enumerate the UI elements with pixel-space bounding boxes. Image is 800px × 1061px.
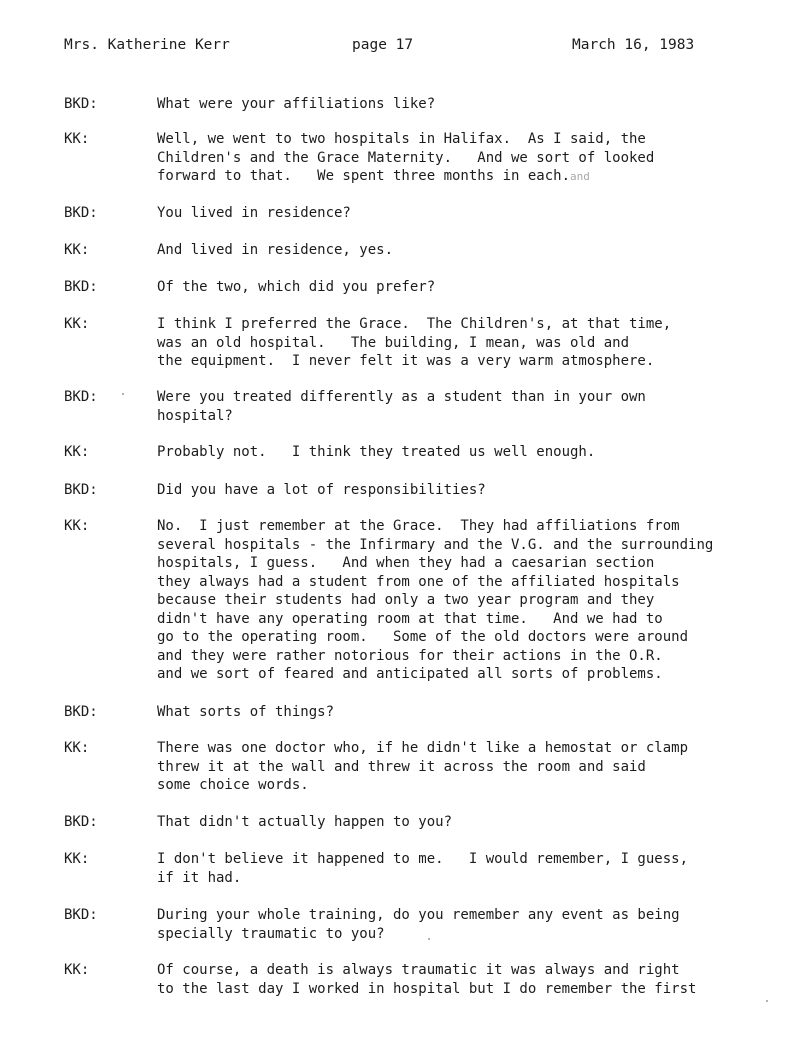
utterance-line: some choice words.: [157, 777, 309, 793]
utterance: [157, 739, 787, 795]
utterance: [157, 204, 787, 223]
utterance: [157, 961, 787, 998]
speaker-label: KK:: [64, 851, 90, 867]
utterance-line: During your whole training, do you remember any event as being: [157, 907, 680, 923]
speaker-label: KK:: [64, 444, 90, 460]
utterance: [157, 443, 787, 462]
interview-date: March 16, 1983: [572, 37, 695, 53]
utterance-line: There was one doctor who, if he didn't like a hemostat or clamp: [157, 740, 689, 756]
utterance-line: to the last day I worked in hospital but I do remember the first: [157, 980, 697, 997]
speaker-label: KK:: [64, 518, 90, 534]
scan-speck: [122, 393, 124, 395]
speaker-label: KK:: [64, 242, 90, 258]
speaker-label: KK:: [64, 962, 90, 978]
utterance: [157, 481, 787, 500]
scan-speck: [766, 1000, 768, 1002]
utterance-line: Children's and the Grace Maternity. And we sort of looked: [157, 149, 655, 166]
utterance-line: was an old hospital. The building, I mean, was old and: [157, 334, 630, 351]
utterance-line: hospitals, I guess. And when they had a caesarian section: [157, 555, 655, 571]
utterance-line: didn't have any operating room at that time. And we had to: [157, 610, 663, 627]
page-number: page 17: [352, 37, 414, 53]
utterance: [157, 517, 787, 684]
speaker-label: BKD:: [64, 814, 98, 830]
utterance-line: hospital?: [157, 407, 233, 424]
speaker-label: KK:: [64, 316, 90, 332]
utterance-line: and they were rather notorious for their actions in the O.R.: [157, 647, 663, 664]
utterance-line: That didn't actually happen to you?: [157, 814, 453, 830]
utterance-line: You lived in residence?: [157, 205, 351, 221]
utterance: [157, 850, 787, 887]
utterance: [157, 906, 787, 943]
utterance-line: Of the two, which did you prefer?: [157, 279, 436, 295]
utterance: [157, 315, 787, 371]
speaker-label: KK:: [64, 131, 90, 147]
utterance-line: [157, 167, 787, 186]
speaker-label: KK:: [64, 740, 90, 756]
utterance: [157, 130, 787, 186]
utterance: [157, 388, 787, 425]
utterance: [157, 278, 787, 297]
utterance-line: go to the operating room. Some of the old doctors were around: [157, 629, 689, 645]
speaker-label: BKD:: [64, 96, 98, 112]
utterance-line: What sorts of things?: [157, 704, 335, 720]
speaker-label: BKD:: [64, 482, 98, 498]
utterance-line: and we sort of feared and anticipated all sorts of problems.: [157, 666, 663, 682]
utterance-line: they always had a student from one of the affiliated hospitals: [157, 573, 680, 590]
utterance-line: if it had.: [157, 869, 242, 886]
utterance-line: Did you have a lot of responsibilities?: [157, 482, 486, 498]
utterance-line-text: forward to that. We spent three months in each.: [157, 168, 571, 184]
speaker-label: BKD:: [64, 205, 98, 221]
speaker-label: BKD:: [64, 389, 98, 405]
handwritten-mark: and: [570, 170, 590, 183]
utterance-line: because their students had only a two year program and they: [157, 592, 655, 608]
utterance-line: What were your affiliations like?: [157, 96, 436, 112]
utterance-line: Probably not. I think they treated us well enough.: [157, 444, 596, 460]
speaker-label: BKD:: [64, 907, 98, 923]
utterance-line: Were you treated differently as a student than in your own: [157, 389, 646, 405]
utterance: [157, 703, 787, 722]
utterance-line: several hospitals - the Infirmary and the V.G. and the surrounding: [157, 536, 714, 553]
utterance-line: threw it at the wall and threw it across the room and said: [157, 758, 646, 775]
utterance: [157, 241, 787, 260]
speaker-label: BKD:: [64, 279, 98, 295]
utterance-line: I think I preferred the Grace. The Children's, at that time,: [157, 316, 672, 332]
utterance-line: No. I just remember at the Grace. They had affiliations from: [157, 518, 680, 534]
utterance-line: I don't believe it happened to me. I would remember, I guess,: [157, 851, 689, 867]
interviewee-name: Mrs. Katherine Kerr: [64, 37, 230, 53]
utterance-line: Of course, a death is always traumatic it was always and right: [157, 962, 680, 978]
speaker-label: BKD:: [64, 704, 98, 720]
utterance: [157, 813, 787, 832]
utterance-line: And lived in residence, yes.: [157, 242, 394, 258]
utterance: [157, 95, 787, 114]
utterance-line: specially traumatic to you?: [157, 925, 385, 942]
utterance-line: Well, we went to two hospitals in Halifax. As I said, the: [157, 131, 646, 147]
scan-speck: [428, 938, 430, 940]
utterance-line: the equipment. I never felt it was a very warm atmosphere.: [157, 353, 655, 369]
